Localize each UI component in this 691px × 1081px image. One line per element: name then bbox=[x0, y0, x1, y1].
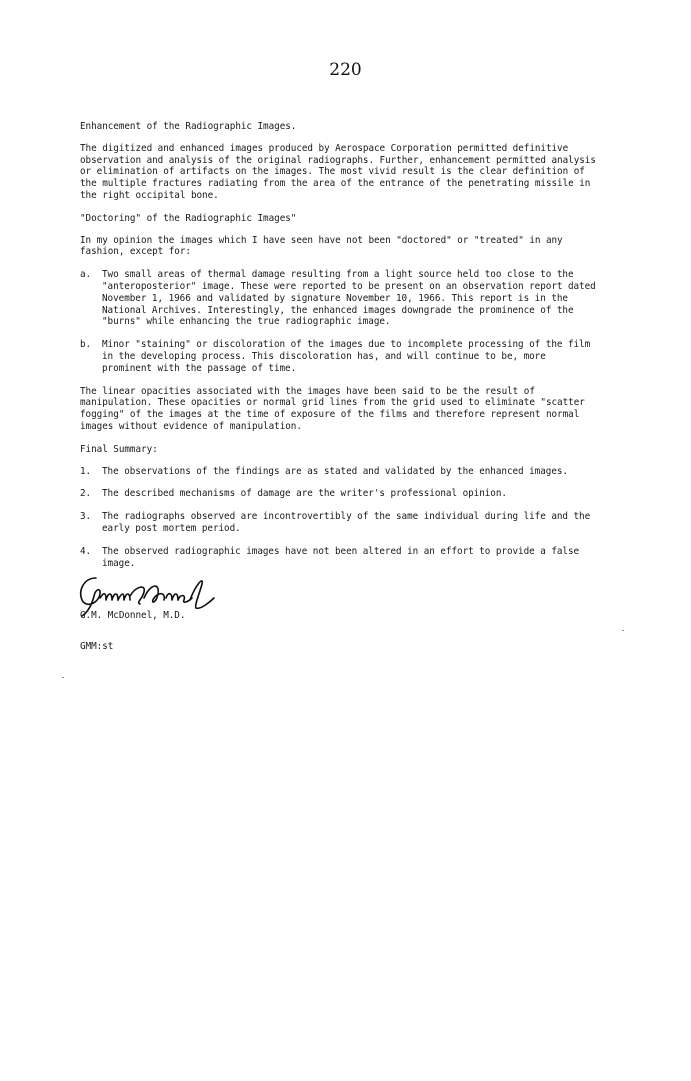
paragraph-linear-opacities: The linear opacities associated with the images have been said to be the result of manipulation. These opacities or normal grid lines from the grid used to eliminate "scatter fogging" of the images at the time of exposure of the films and therefore represent normal images without evidence of manipulation. bbox=[80, 385, 585, 432]
list-item-text: The observations of the findings are as stated and validated by the enhanced images. bbox=[102, 465, 568, 477]
summary-item-4 bbox=[80, 546, 600, 570]
summary-item-3 bbox=[80, 511, 600, 535]
scan-speck bbox=[622, 630, 624, 631]
paragraph-doctoring-intro: In my opinion the images which I have seen have not been "doctored" or "treated" in any fashion, except for: bbox=[80, 234, 563, 258]
list-item-text: Minor "staining" or discoloration of the images due to incomplete processing of the film in the developing process. This discoloration has, and will continue to be, more prominent with the passage of time. bbox=[102, 339, 591, 374]
scan-speck bbox=[62, 677, 64, 678]
list-marker: 4. bbox=[80, 545, 92, 557]
paragraph-enhancement: The digitized and enhanced images produced by Aerospace Corporation permitted definitive observation and analysis of the original radiographs. Further, enhancement permitted analysis or elimination of artifacts on the images. The most vivid result is the clear definition of the multiple fractures radiating from the area of the entrance of the penetrating missile in the right occipital bone. bbox=[80, 142, 596, 201]
page-number: 220 bbox=[329, 60, 362, 80]
section-heading-final-summary: Final Summary: bbox=[80, 443, 158, 455]
list-item-text: The described mechanisms of damage are the writer's professional opinion. bbox=[102, 488, 507, 500]
section-heading-enhancement: Enhancement of the Radiographic Images. bbox=[80, 121, 297, 132]
list-marker: 3. bbox=[80, 511, 92, 523]
signature-block bbox=[80, 580, 600, 628]
summary-item-1 bbox=[80, 466, 600, 478]
signatory-name: G.M. McDonnel, M.D. bbox=[80, 610, 186, 622]
list-marker: 2. bbox=[80, 488, 92, 500]
exception-item-b bbox=[80, 339, 600, 374]
list-item-text: The observed radiographic images have not been altered in an effort to provide a false image. bbox=[102, 545, 580, 569]
list-marker: 1. bbox=[80, 465, 92, 477]
list-item-text: The radiographs observed are incontrovertibly of the same individual during life and the early post mortem period. bbox=[102, 511, 591, 534]
list-item-text: Two small areas of thermal damage resulting from a light source held too close to the "anteroposterior" image. These were reported to be present on an observation report dated November 1, 1966 and validated by signature November 10, 1966. This report is in the National Archives. Interestingly, the enhanced images downgrade the prominence of the "burns" while enhancing the true radiographic image. bbox=[102, 269, 596, 328]
exception-item-a bbox=[80, 269, 600, 328]
typist-initials: GMM:st bbox=[80, 641, 114, 653]
list-marker: a. bbox=[80, 269, 92, 281]
list-marker: b. bbox=[80, 339, 92, 351]
section-heading-doctoring: "Doctoring" of the Radiographic Images" bbox=[80, 212, 297, 224]
summary-item-2 bbox=[80, 488, 600, 500]
document-body bbox=[80, 121, 600, 653]
